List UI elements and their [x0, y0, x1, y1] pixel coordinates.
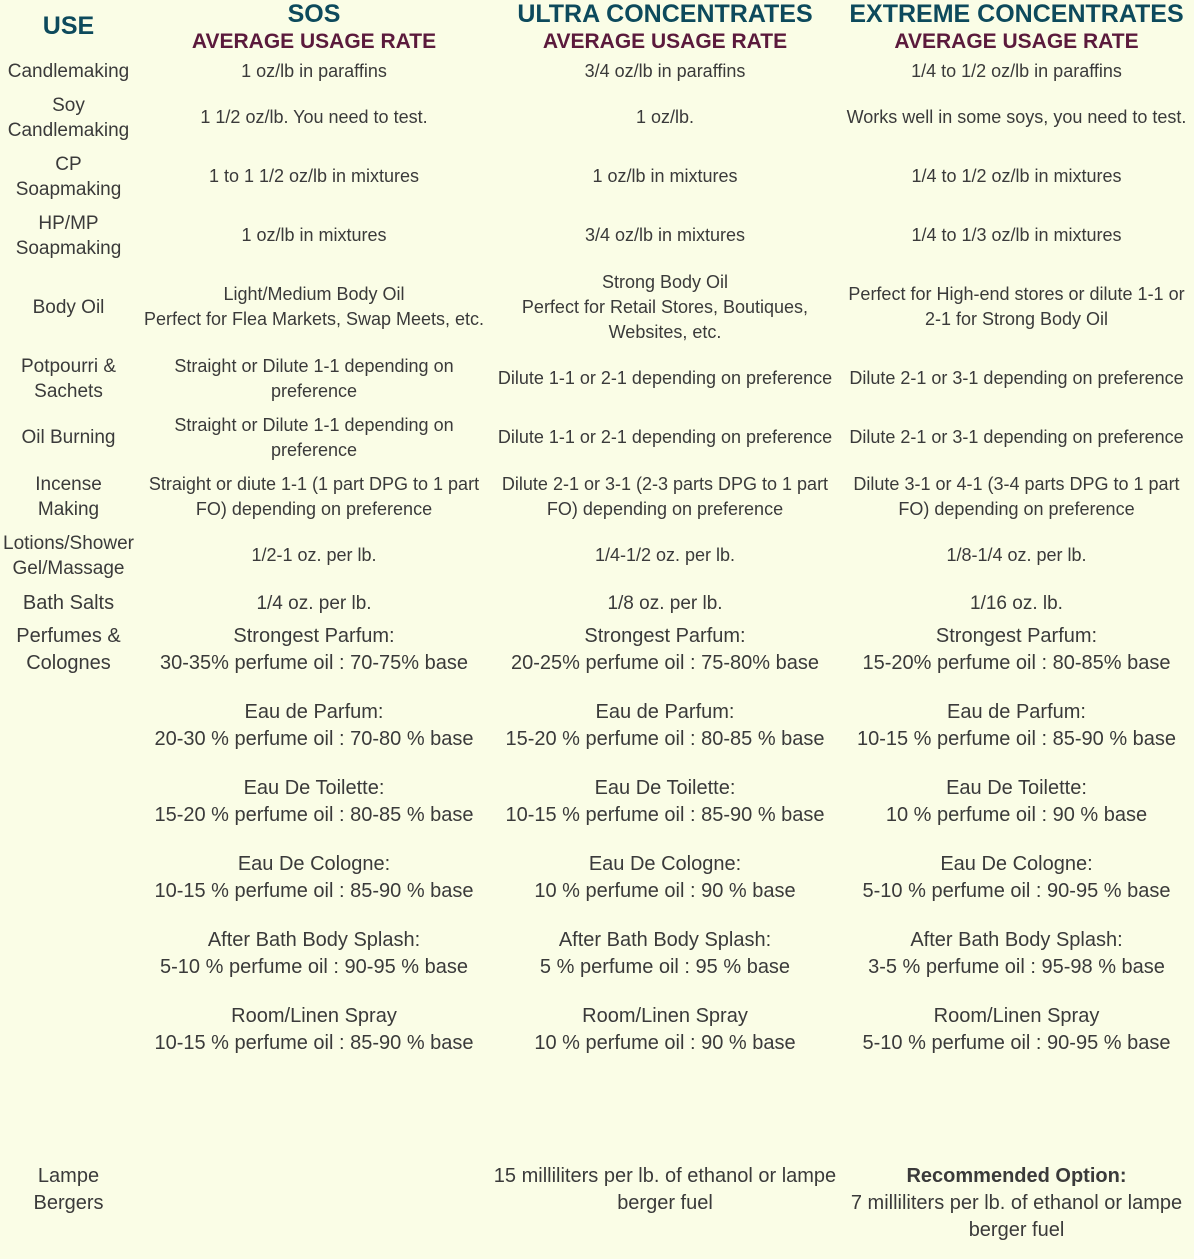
- extreme-cell: Perfect for High-end stores or dilute 1-1 or 2-1 for Strong Body Oil: [848, 284, 1185, 329]
- ultra-cell: 15 milliliters per lb. of ethanol or lampe berger fuel: [493, 1165, 837, 1214]
- use-cell: Body Oil: [32, 296, 105, 318]
- perfume-rate: 10 % perfume oil : 90 % base: [534, 880, 796, 902]
- sos-cell: 1/4 oz. per lb.: [256, 592, 372, 614]
- perfume-entry: [493, 1003, 837, 1057]
- extreme-lampe-text: 7 milliliters per lb. of ethanol or lampe berger fuel: [850, 1192, 1183, 1241]
- extreme-cell: 1/4 to 1/3 oz/lb in mixtures: [911, 225, 1122, 245]
- perfume-type: Eau De Cologne:: [940, 853, 1093, 875]
- perfume-rate: 10-15 % perfume oil : 85-90 % base: [154, 1032, 474, 1054]
- extreme-cell: Works well in some soys, you need to test.: [846, 107, 1187, 127]
- ultra-cell: 1 oz/lb in mixtures: [592, 166, 738, 186]
- use-cell: Lotions/Shower Gel/Massage: [3, 532, 134, 579]
- perfume-entry: [139, 927, 489, 981]
- perfume-rate: 5 % perfume oil : 95 % base: [539, 956, 791, 978]
- use-cell: Bath Salts: [22, 591, 115, 614]
- header-row: [0, 0, 1194, 55]
- perfume-entry: [841, 699, 1192, 753]
- sos-cell: 1/2-1 oz. per lb.: [251, 545, 377, 565]
- ultra-cell: 1 oz/lb.: [635, 107, 695, 127]
- perfume-rate: 5-10 % perfume oil : 90-95 % base: [862, 880, 1171, 902]
- perfume-type: After Bath Body Splash:: [207, 929, 421, 951]
- sos-cell: [137, 1161, 491, 1244]
- sos-perfume-cell: [137, 621, 491, 1161]
- perfume-rate: 30-35% perfume oil : 70-75% base: [160, 652, 468, 674]
- perfume-type: Room/Linen Spray: [933, 1005, 1100, 1027]
- sos-cell: Light/Medium Body Oil Perfect for Flea Markets, Swap Meets, etc.: [143, 284, 485, 329]
- table-row: [0, 55, 1194, 88]
- table-row: [0, 585, 1194, 621]
- sos-cell: Straight or Dilute 1-1 depending on preference: [174, 355, 454, 401]
- extreme-cell: [839, 1161, 1194, 1244]
- extreme-cell: Dilute 3-1 or 4-1 (3-4 parts DPG to 1 part FO) depending on preference: [853, 473, 1180, 519]
- lampe-row: [0, 1161, 1194, 1244]
- perfume-type: After Bath Body Splash:: [558, 929, 772, 951]
- perfume-type: After Bath Body Splash:: [910, 929, 1123, 951]
- perfume-type: Eau de Parfum:: [595, 701, 735, 723]
- table-row: [0, 408, 1194, 467]
- extreme-perfume-cell: [839, 621, 1194, 1161]
- perfume-type: Strongest Parfum:: [584, 625, 746, 647]
- ultra-perfume-cell: [491, 621, 839, 1161]
- perfume-rate: 10-15 % perfume oil : 85-90 % base: [856, 728, 1177, 750]
- perfume-entry: [493, 851, 837, 905]
- perfume-type: Eau De Toilette:: [946, 777, 1087, 799]
- perfume-entry: [139, 699, 489, 753]
- perfume-entry: [139, 1003, 489, 1057]
- perfume-rate: 10-15 % perfume oil : 85-90 % base: [505, 804, 825, 826]
- perfume-rate: 5-10 % perfume oil : 90-95 % base: [160, 956, 468, 978]
- perfume-type: Eau De Cologne:: [237, 853, 391, 875]
- perfume-type: Eau de Parfum:: [244, 701, 384, 723]
- extreme-cell: 1/16 oz. lb.: [970, 592, 1063, 614]
- ultra-cell: Dilute 1-1 or 2-1 depending on preference: [497, 368, 833, 388]
- perfume-entry: [139, 851, 489, 905]
- ultra-cell: Dilute 2-1 or 3-1 (2-3 parts DPG to 1 part FO) depending on preference: [501, 473, 829, 519]
- use-cell: Oil Burning: [21, 427, 116, 448]
- ultra-cell: 3/4 oz/lb in paraffins: [584, 61, 746, 81]
- perfume-type: Eau De Toilette:: [594, 777, 736, 799]
- perfume-type: Eau De Cologne:: [588, 853, 742, 875]
- table-row: [0, 206, 1194, 265]
- perfume-entry: [493, 623, 837, 677]
- sos-cell: 1 oz/lb in paraffins: [241, 61, 387, 81]
- sos-header: SOS AVERAGE USAGE RATE: [191, 0, 437, 53]
- perfume-entry: [841, 1003, 1192, 1057]
- use-cell: Potpourri & Sachets: [20, 355, 117, 402]
- extreme-cell: 1/4 to 1/2 oz/lb in paraffins: [911, 61, 1122, 81]
- perfume-rate: 10-15 % perfume oil : 85-90 % base: [154, 880, 474, 902]
- perfume-type: Strongest Parfum:: [935, 625, 1098, 647]
- perfume-entry: [841, 851, 1192, 905]
- sos-cell: 1 1/2 oz/lb. You need to test.: [200, 107, 428, 127]
- perfume-entry: [493, 699, 837, 753]
- ultra-cell: Strong Body Oil Perfect for Retail Stores, Boutiques, Websites, etc.: [521, 271, 809, 342]
- recommended-label: Recommended Option:: [906, 1165, 1127, 1187]
- sos-cell: Straight or diute 1-1 (1 part DPG to 1 part FO) depending on preference: [148, 473, 480, 519]
- use-cell: Lampe Bergers: [33, 1165, 104, 1214]
- table-row: [0, 526, 1194, 585]
- use-cell: CP Soapmaking: [15, 153, 122, 200]
- use-cell: Candlemaking: [7, 61, 130, 82]
- perfume-type: Room/Linen Spray: [231, 1005, 397, 1027]
- perfume-entry: [139, 775, 489, 829]
- perfume-rate: 20-30 % perfume oil : 70-80 % base: [154, 728, 474, 750]
- use-cell: Perfumes & Colognes: [16, 625, 121, 674]
- perfume-type: Strongest Parfum:: [233, 625, 395, 647]
- perfume-entry: [841, 927, 1192, 981]
- sos-cell: 1 oz/lb in mixtures: [241, 225, 387, 245]
- extreme-cell: 1/8-1/4 oz. per lb.: [946, 545, 1087, 565]
- table-row: [0, 349, 1194, 408]
- perfume-rate: 5-10 % perfume oil : 90-95 % base: [862, 1032, 1171, 1054]
- perfumes-row: [0, 621, 1194, 1161]
- ultra-cell: Dilute 1-1 or 2-1 depending on preference: [497, 427, 833, 447]
- perfume-rate: 10 % perfume oil : 90 % base: [885, 804, 1148, 826]
- extreme-header: EXTREME CONCENTRATES AVERAGE USAGE RATE: [849, 0, 1184, 53]
- use-cell: HP/MP Soapmaking: [15, 212, 122, 259]
- perfume-entry: [841, 623, 1192, 677]
- perfume-type: Eau De Toilette:: [243, 777, 385, 799]
- table-row: [0, 265, 1194, 349]
- ultra-cell: 3/4 oz/lb in mixtures: [584, 225, 746, 245]
- sos-cell: Straight or Dilute 1-1 depending on preference: [174, 414, 454, 460]
- ultra-cell: 1/8 oz. per lb.: [607, 592, 723, 614]
- ultra-header: ULTRA CONCENTRATES AVERAGE USAGE RATE: [517, 0, 813, 53]
- perfume-rate: 3-5 % perfume oil : 95-98 % base: [868, 956, 1165, 978]
- use-cell: Soy Candlemaking: [7, 94, 130, 141]
- extreme-cell: Dilute 2-1 or 3-1 depending on preference: [849, 368, 1184, 388]
- perfume-rate: 15-20% perfume oil : 80-85% base: [862, 652, 1171, 674]
- perfume-rate: 15-20 % perfume oil : 80-85 % base: [505, 728, 825, 750]
- extreme-cell: Dilute 2-1 or 3-1 depending on preference: [849, 427, 1184, 447]
- use-cell: Incense Making: [35, 473, 102, 520]
- table-row: [0, 467, 1194, 526]
- perfume-rate: 10 % perfume oil : 90 % base: [534, 1032, 796, 1054]
- table-row: [0, 147, 1194, 206]
- perfume-entry: [493, 927, 837, 981]
- perfume-entry: [493, 775, 837, 829]
- use-header: USE: [42, 12, 95, 40]
- extreme-cell: 1/4 to 1/2 oz/lb in mixtures: [911, 166, 1122, 186]
- table-row: [0, 88, 1194, 147]
- perfume-entry: [841, 775, 1192, 829]
- perfume-rate: 20-25% perfume oil : 75-80% base: [511, 652, 819, 674]
- perfume-type: Room/Linen Spray: [582, 1005, 748, 1027]
- sos-cell: 1 to 1 1/2 oz/lb in mixtures: [208, 166, 420, 186]
- perfume-type: Eau de Parfum:: [947, 701, 1086, 723]
- ultra-cell: 1/4-1/2 oz. per lb.: [594, 545, 736, 565]
- perfume-rate: 15-20 % perfume oil : 80-85 % base: [154, 804, 474, 826]
- perfume-entry: [139, 623, 489, 677]
